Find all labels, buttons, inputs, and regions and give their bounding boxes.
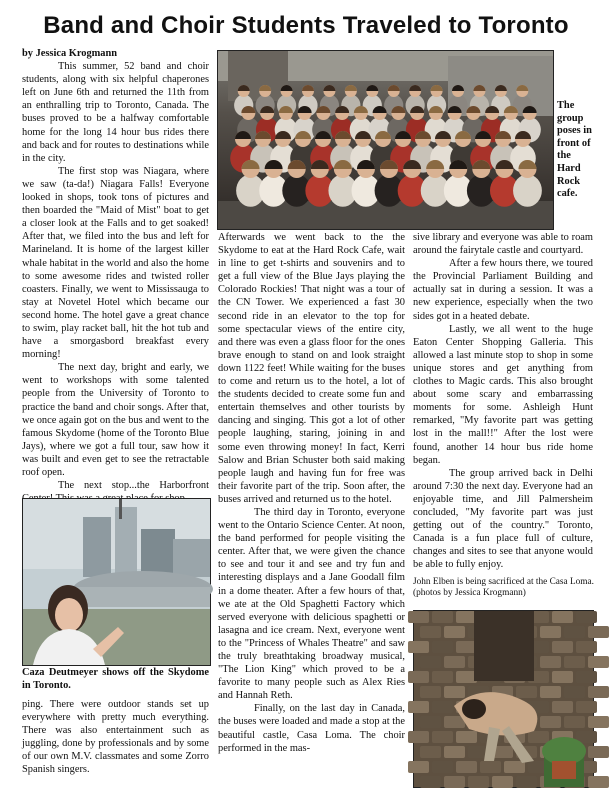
paragraph: After a few hours there, we toured the Provincial Parliament Building and actually sat in during a session. It was a new experience, especially when the two sides got in a heated debate. bbox=[413, 258, 593, 322]
stone bbox=[552, 701, 573, 713]
stone bbox=[420, 746, 441, 758]
stone bbox=[588, 656, 609, 668]
stone bbox=[588, 626, 609, 638]
stone bbox=[432, 761, 453, 773]
stone bbox=[540, 656, 561, 668]
paragraph: Afterwards we went back to the the Skydome to eat at the Hard Rock Cafe, wait in line to get t-shirts and souvenirs and to get a full view of the Blue Jays playing the Colorado Rockies! That night was a tour of the CN Tower. We experienced a fast 30 second ride in an elevator to the top for some spectacular views of the entire city, and there was even a glass floor for the ones brave enough to stand on and look straight down 1122 feet! While waiting for the buses to come and return us to the hotel, a lot of the students decided to create some fun and entertain themselves and other tourists by dancing and singing. This got a lot of other people laughing, staring, joining in and some even throwing money! In fact, Kerri Salow and Brian Schuster both said making people laugh and having fun for free was their favorite part of the trip. Soon after, the buses arrived and returned us to the hotel. bbox=[218, 232, 405, 505]
casa-loma-image bbox=[414, 611, 593, 787]
stone bbox=[408, 731, 429, 743]
stone bbox=[588, 716, 609, 728]
stone bbox=[444, 746, 465, 758]
paragraph: The third day in Toronto, everyone went to the Ontario Science Center. At noon, the band performed for people visiting the center. After that, we were given the chance to see and tour it and see and try fun and interesting displays and a Jane Goodall film in a dome theater. After a few hours of that, we ate at the Old Spaghetti Factory which served everyone with delicious spaghetti or lasagna and ice cream. Next, everyone went to the "Princess of Whales Theatre" and saw the truly breathtaking broadway musical, "The Lion King" which proved to be a favorite to many people such as Alex Ries and Hannah Reth. bbox=[218, 506, 405, 702]
stone bbox=[408, 611, 429, 623]
group-photo-image bbox=[218, 51, 553, 229]
article-column-1 bbox=[22, 47, 209, 492]
paragraph: Finally, on the last day in Canada, the buses were loaded and made a stop at the beautiful castle, Casa Loma. The choir performed in the mas- bbox=[218, 703, 405, 754]
stone bbox=[420, 626, 441, 638]
stone bbox=[564, 626, 585, 638]
paragraph: This summer, 52 band and choir students, along with six helpful chaperones left on June 6th and returned the 11th from an enthralling trip to Toronto, Canada. The buses proved to be a halfway comfortable home for the long 14 hour bus rides there and back and for routes to destinations while in the city. bbox=[22, 61, 209, 164]
stone bbox=[432, 701, 453, 713]
stone bbox=[408, 641, 429, 653]
casa-loma-photo-caption: John Elben is being sacrificed at the Casa Loma. (photos by Jessica Krogmann) bbox=[413, 577, 594, 599]
stone bbox=[564, 716, 585, 728]
stone bbox=[408, 761, 429, 773]
group-photo bbox=[217, 50, 554, 230]
stone bbox=[588, 686, 609, 698]
paragraph: The next stop...the Harborfront bbox=[58, 480, 209, 492]
article-column-1-continued bbox=[22, 698, 209, 790]
stone bbox=[420, 656, 441, 668]
stone bbox=[456, 731, 477, 743]
caza-skydome-image bbox=[23, 499, 210, 665]
stone bbox=[408, 671, 429, 683]
caza-photo-caption: Caza Deutmeyer shows off the Skydome in Toronto. bbox=[22, 667, 209, 691]
article-column-3 bbox=[413, 231, 593, 573]
stone bbox=[432, 731, 453, 743]
stone bbox=[420, 776, 441, 788]
stone bbox=[480, 761, 501, 773]
stone bbox=[444, 686, 465, 698]
person-body bbox=[513, 174, 542, 206]
paragraph: sive library and everyone was able to roam around the fairytale castle and courtyard. bbox=[413, 232, 593, 257]
casa-loma-photo bbox=[413, 610, 594, 788]
article-column-2 bbox=[218, 231, 405, 790]
paragraph: The first stop was Niagara, where we saw (ta-da!) Niagara Falls! Everyone looked in shops, took tons of pictures and then boarded the "Maid of Mist" boat to get a closer look at the Falls and to get soaked! After that, we filed into the bus and left for Marineland. It is home of the largest killer whale habitat in the world and also the home to some awesome rides and twisted roller coasters. Finally, we went to Mississauga to stay at Novetel Hotel which became our second home. The hotel gave a great chance to swim, play racket ball, hit the hot tub and have a smorgasbord breakfast every morning! bbox=[22, 165, 209, 361]
stone bbox=[588, 776, 609, 788]
stone bbox=[576, 671, 597, 683]
caza-skydome-photo bbox=[22, 498, 211, 666]
stone bbox=[408, 701, 429, 713]
stone bbox=[456, 761, 477, 773]
paragraph: The group arrived back in Delhi around 7:30 the next day. Everyone had an enjoyable time, and Jill Palmersheim concluded, "My favorite part was just getting out of the country." Toronto, Canada is a fun place full of culture, changes and sites to see that anyone would be able to fully enjoy. bbox=[413, 467, 593, 571]
stone bbox=[432, 671, 453, 683]
stone bbox=[456, 641, 477, 653]
stone bbox=[468, 776, 489, 788]
paragraph: Lastly, we all went to the huge Eaton Center Shopping Galleria. This allowed a last minute stop to shop in some unique stores and get anything from clothes to Magic cards. This also brought about some scary and embarrassing moments for some. Ashleigh Hunt remarked, "My favorite part was getting lost in the mall!!" After the lost were found, another 14 hour bus ride home began. bbox=[413, 323, 593, 466]
stone bbox=[516, 776, 537, 788]
article-title: Band and Choir Students Traveled to Toronto bbox=[43, 12, 569, 39]
byline: by Jessica Krogmann bbox=[22, 48, 118, 59]
stone bbox=[552, 641, 573, 653]
stone bbox=[540, 686, 561, 698]
stone bbox=[552, 611, 573, 623]
stone bbox=[552, 671, 573, 683]
stone bbox=[540, 716, 561, 728]
stone bbox=[576, 641, 597, 653]
paragraph: The next day, bright and early, we went to workshops with some talented people from the University of Toronto to practice the band and choir songs. After that, we once again got on the bus and went to the famous Skydome (home of the Toronto Blue Jays), where we got a full tour, saw how it was built and even get to see the retractable roof open. bbox=[22, 362, 209, 478]
stone bbox=[444, 656, 465, 668]
paragraph: ping. There were outdoor stands set up everywhere with pretty much everything. There was also entertainment such as juggling, done by professionals and by some of our own M.V. classmates and some Zorro Spanish singers. bbox=[22, 699, 209, 776]
stone bbox=[528, 731, 549, 743]
stone bbox=[456, 671, 477, 683]
stone bbox=[444, 626, 465, 638]
stone bbox=[432, 611, 453, 623]
stone bbox=[516, 686, 537, 698]
stone bbox=[420, 716, 441, 728]
stone bbox=[564, 686, 585, 698]
stone bbox=[540, 626, 561, 638]
stone bbox=[564, 656, 585, 668]
stone bbox=[576, 611, 597, 623]
stone bbox=[432, 641, 453, 653]
stone bbox=[504, 761, 525, 773]
stone bbox=[444, 776, 465, 788]
stone bbox=[492, 776, 513, 788]
stone bbox=[576, 701, 597, 713]
stone bbox=[456, 611, 477, 623]
stone bbox=[588, 746, 609, 758]
group-photo-caption: The group poses in front of the Hard Rock cafe. bbox=[557, 100, 592, 200]
stone bbox=[420, 686, 441, 698]
